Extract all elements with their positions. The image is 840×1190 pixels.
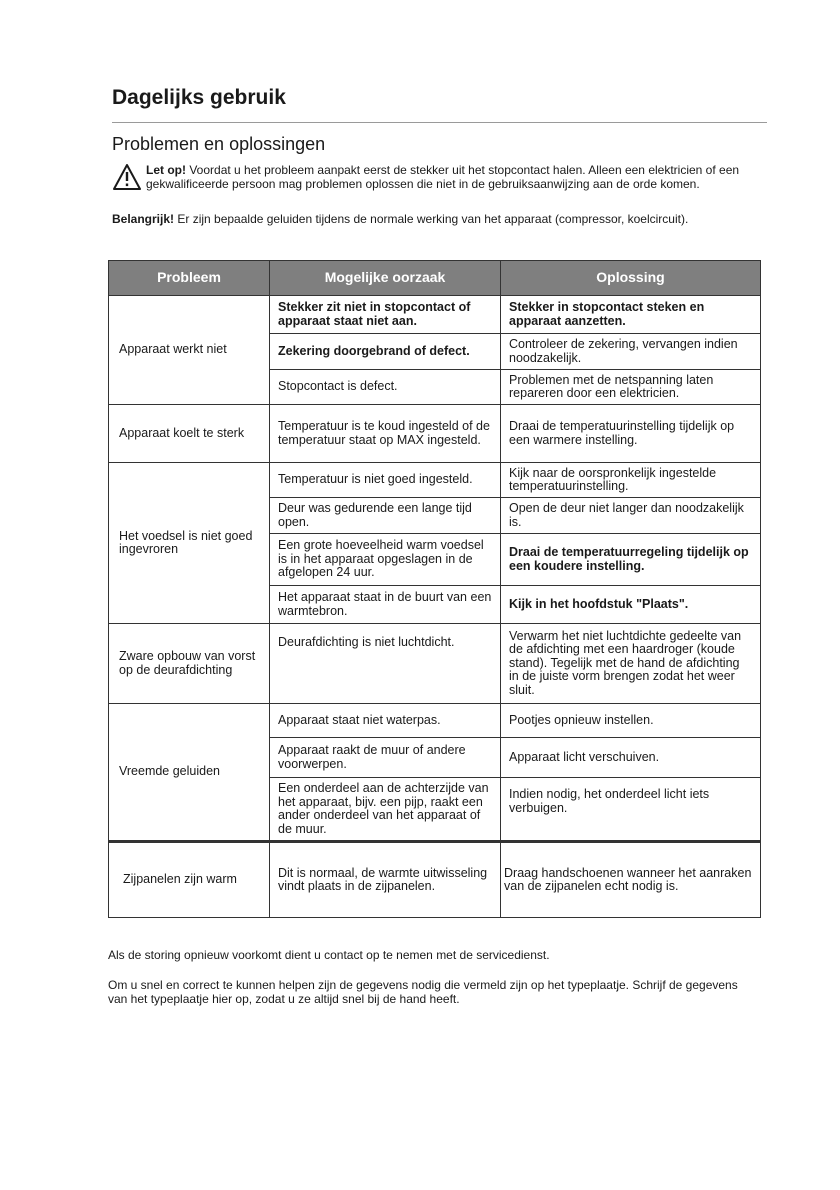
cause-cell: Zekering doorgebrand of defect. <box>270 334 501 370</box>
solution-cell: Open de deur niet langer dan noodzakelijk is. <box>501 498 761 534</box>
section-title: Problemen en oplossingen <box>112 134 326 154</box>
cause-cell: Temperatuur is te koud ingesteld of de temperatuur staat op MAX ingesteld. <box>270 405 501 463</box>
solution-cell: Problemen met de netspanning laten repareren door een elektricien. <box>501 370 761 405</box>
problem-cell: Zijpanelen zijn warm <box>109 842 270 918</box>
solution-cell: Pootjes opnieuw instellen. <box>501 704 761 738</box>
cause-cell: Stopcontact is defect. <box>270 370 501 405</box>
cause-cell: Deurafdichting is niet luchtdicht. <box>270 624 501 704</box>
solution-cell: Draag handschoenen wanneer het aanraken van de zijpanelen echt nodig is. <box>501 842 761 918</box>
important-note <box>112 212 762 226</box>
header-solution: Oplossing <box>501 261 761 296</box>
page-title: Dagelijks gebruik <box>112 86 286 109</box>
header-problem: Probleem <box>109 261 270 296</box>
table-row <box>109 405 761 463</box>
typeplate-note: Om u snel en correct te kunnen helpen zijn de gegevens nodig die vermeld zijn op het typeplaatje. Schrijf de gegevens van het typeplaatje hier op, zodat u ze altijd snel bij de hand heeft. <box>108 978 738 1006</box>
solution-cell: Draai de temperatuurinstelling tijdelijk op een warmere instelling. <box>501 405 761 463</box>
cause-cell: Stekker zit niet in stopcontact of apparaat staat niet aan. <box>270 296 501 334</box>
table-row <box>109 624 761 704</box>
important-label: Belangrijk! <box>112 212 175 226</box>
table-row <box>109 842 761 918</box>
table-row <box>109 704 761 738</box>
cause-cell: Dit is normaal, de warmte uitwisseling vindt plaats in de zijpanelen. <box>270 842 501 918</box>
warning-body: Voordat u het probleem aanpakt eerst de stekker uit het stopcontact halen. Alleen een elektricien of een gekwalificeerde persoon mag problemen oplossen die niet in de gebruiksaanwijzing aan de orde komen. <box>146 163 740 191</box>
warning-triangle-icon <box>112 163 142 191</box>
problem-cell: Apparaat werkt niet <box>109 296 270 405</box>
troubleshooting-table <box>108 260 761 918</box>
cause-cell: Temperatuur is niet goed ingesteld. <box>270 463 501 498</box>
problem-cell: Zware opbouw van vorst op de deurafdichting <box>109 624 270 704</box>
cause-cell: Apparaat staat niet waterpas. <box>270 704 501 738</box>
problem-cell: Apparaat koelt te sterk <box>109 405 270 463</box>
table-row <box>109 463 761 498</box>
solution-cell: Indien nodig, het onderdeel licht iets verbuigen. <box>501 778 761 842</box>
problem-cell: Vreemde geluiden <box>109 704 270 842</box>
cause-cell: Apparaat raakt de muur of andere voorwerpen. <box>270 738 501 778</box>
service-note: Als de storing opnieuw voorkomt dient u contact op te nemen met de servicedienst. <box>108 948 550 962</box>
important-body: Er zijn bepaalde geluiden tijdens de normale werking van het apparaat (compressor, koelcircuit). <box>177 212 689 226</box>
solution-cell: Kijk naar de oorspronkelijk ingestelde temperatuurinstelling. <box>501 463 761 498</box>
table-header-row <box>109 261 761 296</box>
warning-notice <box>112 163 752 191</box>
solution-cell: Draai de temperatuurregeling tijdelijk op een koudere instelling. <box>501 534 761 586</box>
solution-cell: Controleer de zekering, vervangen indien noodzakelijk. <box>501 334 761 370</box>
solution-cell: Kijk in het hoofdstuk "Plaats". <box>501 586 761 624</box>
solution-cell: Verwarm het niet luchtdichte gedeelte van de afdichting met een haardroger (koude stand). Tegelijk met de hand de afdichting in de juiste vorm brengen zodat het weer sluit. <box>501 624 761 704</box>
cause-cell: Deur was gedurende een lange tijd open. <box>270 498 501 534</box>
cause-cell: Een onderdeel aan de achterzijde van het apparaat, bijv. een pijp, raakt een ander onderdeel van het apparaat of de muur. <box>270 778 501 842</box>
table-row <box>109 296 761 334</box>
title-divider <box>112 122 767 123</box>
warning-text <box>146 163 752 191</box>
cause-cell: Het apparaat staat in de buurt van een warmtebron. <box>270 586 501 624</box>
cause-cell: Een grote hoeveelheid warm voedsel is in het apparaat opgeslagen in de afgelopen 24 uur. <box>270 534 501 586</box>
header-cause: Mogelijke oorzaak <box>270 261 501 296</box>
solution-cell: Apparaat licht verschuiven. <box>501 738 761 778</box>
solution-cell: Stekker in stopcontact steken en apparaat aanzetten. <box>501 296 761 334</box>
warning-label: Let op! <box>146 163 186 177</box>
problem-cell: Het voedsel is niet goed ingevroren <box>109 463 270 624</box>
